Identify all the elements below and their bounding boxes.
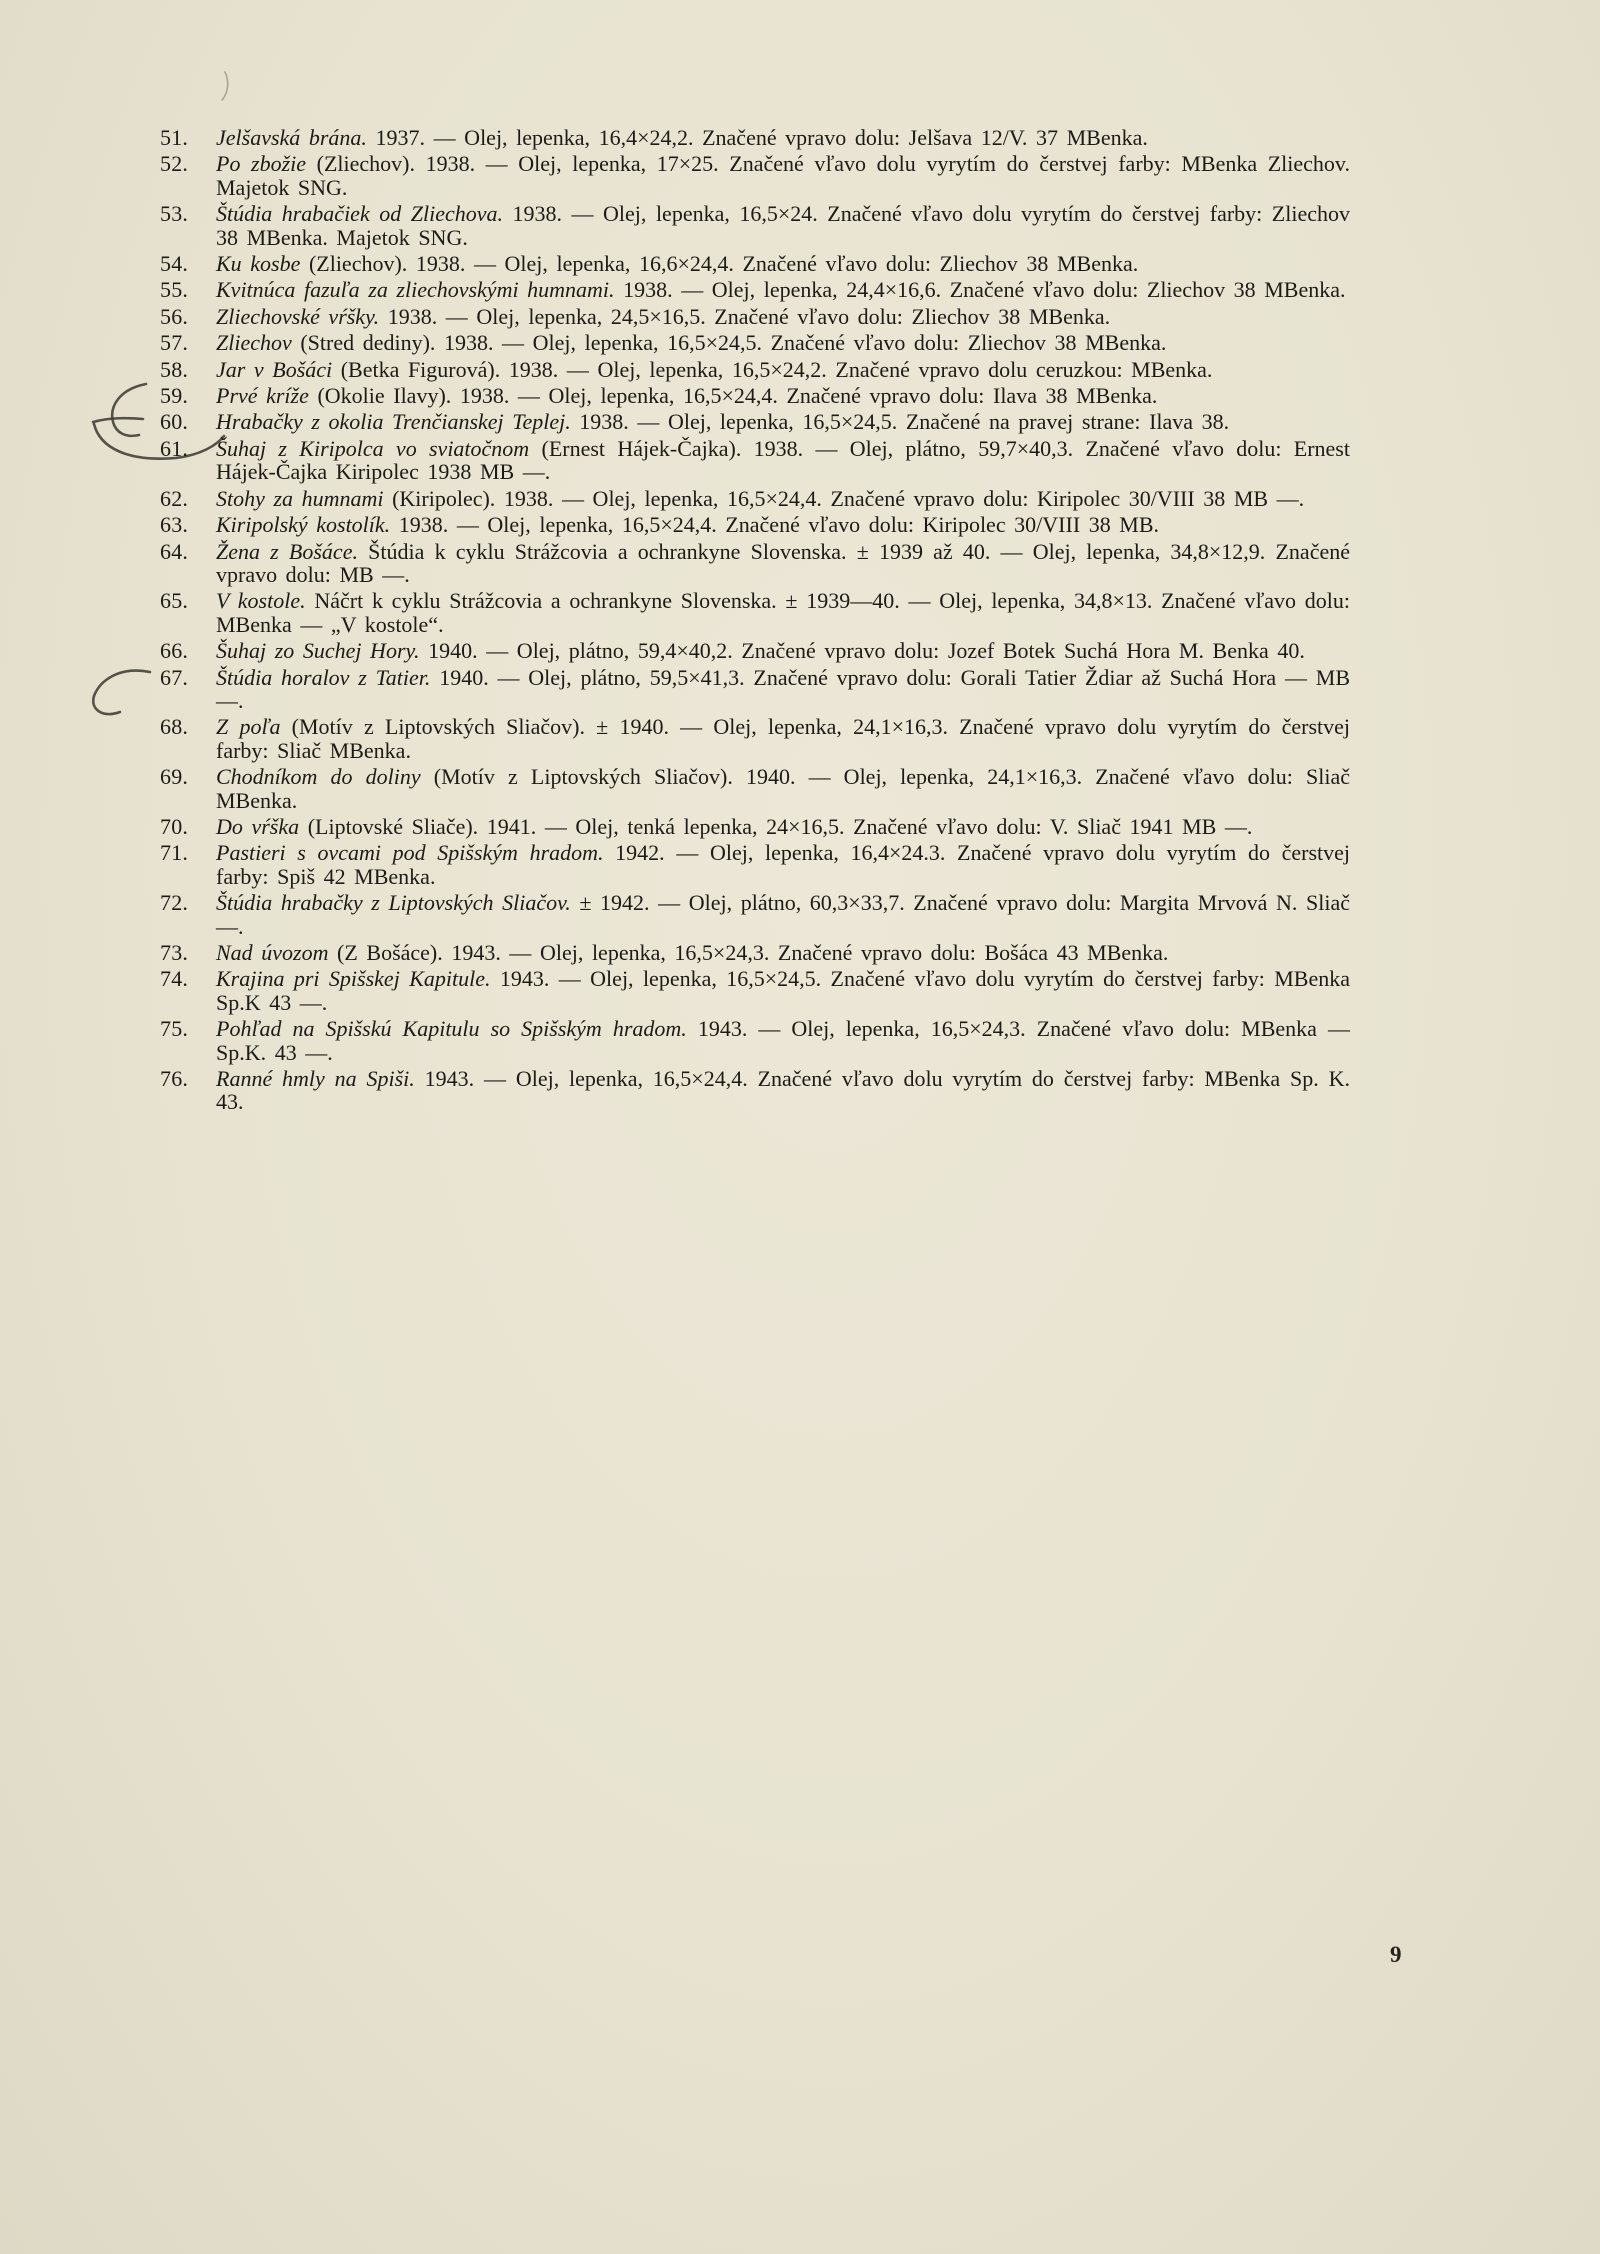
entry-number: 68. [160, 714, 189, 740]
catalog-entry [160, 1067, 1350, 1114]
catalog-entry [160, 202, 1350, 249]
entry-title: V kostole. [216, 588, 306, 614]
entry-number: 67. [160, 664, 189, 690]
entry-title: Jelšavská brána. [216, 125, 367, 150]
entry-details: (Okolie Ilavy). 1938. — Olej, lepenka, 16,5×24,4. Značené vpravo dolu: Ilava 38 MBenka. [308, 383, 1158, 409]
entry-details: 1938. — Olej, lepenka, 24,5×16,5. Značené vľavo dolu: Zliechov 38 MBenka. [379, 303, 1111, 329]
entry-title: Zliechov [216, 330, 292, 356]
catalog-entry [160, 437, 1350, 484]
catalog-entry [160, 331, 1350, 354]
catalog-entry [160, 941, 1350, 964]
entry-number: 52. [160, 151, 189, 177]
entry-title: Jar v Bošáci [216, 356, 333, 382]
entry-details: 1943. — Olej, lepenka, 16,5×24,3. Značené vľavo dolu: MBenka — Sp.K. 43 —. [216, 1016, 1350, 1065]
entry-details: 1938. — Olej, lepenka, 16,5×24,5. Značené na pravej strane: Ilava 38. [570, 409, 1230, 435]
entry-details: 1940. — Olej, plátno, 59,4×40,2. Značené vpravo dolu: Jozef Botek Suchá Hora M. Benka 40. [419, 638, 1305, 664]
entry-number: 61. [160, 435, 189, 461]
entry-details: (Betka Figurová). 1938. — Olej, lepenka, 16,5×24,2. Značené vpravo dolu ceruzkou: MBenka. [332, 356, 1213, 382]
entry-title: Ku kosbe [216, 251, 301, 277]
entry-number: 56. [160, 303, 189, 329]
entry-number: 53. [160, 201, 189, 227]
entry-number: 72. [160, 890, 189, 916]
catalog-entry [160, 589, 1350, 636]
entry-title: Pastieri s ovcami pod Spišským hradom. [216, 840, 604, 866]
page-number: 9 [1390, 1942, 1402, 1967]
entry-details: (Zliechov). 1938. — Olej, lepenka, 16,6×24,4. Značené vľavo dolu: Zliechov 38 MBenka. [300, 251, 1139, 277]
catalog-entry [160, 666, 1350, 713]
entry-details: (Ernest Hájek-Čajka). 1938. — Olej, plátno, 59,7×40,3. Značené vľavo dolu: Ernest Hájek-Čajka Kiripolec 1938 MB —. [216, 435, 1350, 485]
entry-details: 1938. — Olej, lepenka, 16,5×24. Značené vľavo dolu vyrytím do čerstvej farby: Zliechov 38 MBenka. Majetok SNG. [216, 201, 1350, 250]
catalog-entry [160, 410, 1350, 433]
entry-title: Šuhaj zo Suchej Hory. [216, 638, 420, 664]
entry-details: 1937. — Olej, lepenka, 16,4×24,2. Značené vpravo dolu: Jelšava 12/V. 37 MBenka. [366, 125, 1148, 150]
entry-title: Ranné hmly na Spiši. [216, 1066, 415, 1092]
entry-number: 63. [160, 512, 189, 538]
catalog-entry [160, 305, 1350, 328]
entry-title: Kvitnúca fazuľa za zliechovskými humnami. [216, 277, 615, 303]
entry-number: 70. [160, 813, 189, 839]
catalog-entry [160, 891, 1350, 938]
entry-details: (Kiripolec). 1938. — Olej, lepenka, 16,5×24,4. Značené vpravo dolu: Kiripolec 30/VIII 38 MB —. [383, 485, 1305, 511]
entry-title: Šuhaj z Kiripolca vo sviatočnom [216, 435, 530, 461]
entry-title: Stohy za humnami [216, 485, 384, 511]
entry-title: Do vŕška [216, 813, 300, 839]
catalog-entry [160, 152, 1350, 199]
entry-number: 66. [160, 638, 189, 664]
catalog-entry [160, 815, 1350, 838]
entry-details: (Motív z Liptovských Sliačov). 1940. — Olej, lepenka, 24,1×16,3. Značené vľavo dolu: Sliač MBenka. [216, 764, 1350, 813]
entry-number: 76. [160, 1066, 189, 1092]
handwritten-pen-mark [88, 378, 160, 444]
entry-title: Z poľa [216, 714, 281, 740]
entry-number: 74. [160, 966, 189, 992]
entry-title: Prvé kríže [216, 383, 309, 409]
catalog-entry [160, 358, 1350, 381]
entry-details: 1940. — Olej, plátno, 59,5×41,3. Značené vpravo dolu: Gorali Tatier Ždiar až Suchá Hora — MB —. [216, 664, 1351, 713]
entry-title: Hrabačky z okolia Trenčianskej Teplej. [216, 409, 571, 435]
entry-title: Nad úvozom [216, 940, 329, 965]
entry-number: 62. [160, 485, 189, 511]
entry-title: Štúdia hrabačky z Liptovských Sliačov. [216, 890, 571, 916]
entry-details: 1942. — Olej, lepenka, 16,4×24.3. Značené vpravo dolu vyrytím do čerstvej farby: Spiš 42 MBenka. [216, 840, 1350, 889]
catalog-entry [160, 639, 1350, 662]
catalog-entry [160, 540, 1350, 587]
entry-title: Pohľad na Spišskú Kapitulu so Spišským hradom. [216, 1016, 687, 1042]
entry-number: 51. [160, 125, 189, 150]
entry-title: Kiripolský kostolík. [216, 512, 391, 538]
entry-number: 71. [160, 840, 189, 866]
entry-number: 57. [160, 330, 189, 356]
entry-details: 1938. — Olej, lepenka, 16,5×24,4. Značené vľavo dolu: Kiripolec 30/VIII 38 MB. [390, 512, 1160, 538]
entry-details: (Z Bošáce). 1943. — Olej, lepenka, 16,5×24,3. Značené vpravo dolu: Bošáca 43 MBenka. [328, 940, 1169, 965]
handwritten-pen-mark [84, 664, 164, 722]
entry-details: (Zliechov). 1938. — Olej, lepenka, 17×25. Značené vľavo dolu vyrytím do čerstvej farby: MBenka Zliechov. Majetok SNG. [216, 151, 1350, 200]
entry-details: ± 1942. — Olej, plátno, 60,3×33,7. Značené vpravo dolu: Margita Mrvová N. Sliač —. [216, 890, 1350, 939]
entry-title: Štúdia horalov z Tatier. [216, 664, 431, 690]
entry-title: Krajina pri Spišskej Kapitule. [216, 966, 491, 992]
catalog-entry [160, 967, 1350, 1014]
entry-number: 73. [160, 940, 189, 965]
entry-title: Po zbožie [216, 151, 307, 177]
entry-details: (Liptovské Sliače). 1941. — Olej, tenká lepenka, 24×16,5. Značené vľavo dolu: V. Sliač 1941 MB —. [299, 813, 1253, 839]
catalog-entry [160, 252, 1350, 275]
entry-details: 1943. — Olej, lepenka, 16,5×24,4. Značené vľavo dolu vyrytím do čerstvej farby: MBenka Sp. K. 43. [216, 1066, 1350, 1115]
entry-details: Náčrt k cyklu Strážcovia a ochrankyne Slovenska. ± 1939—40. — Olej, lepenka, 34,8×13. Značené vľavo dolu: MBenka — „V kostole“. [216, 588, 1351, 637]
entry-details: (Motív z Liptovských Sliačov). ± 1940. — Olej, lepenka, 24,1×16,3. Značené vpravo dolu vyrytím do čerstvej farby: Sliač MBenka. [216, 714, 1350, 763]
entry-details: 1943. — Olej, lepenka, 16,5×24,5. Značené vľavo dolu vyrytím do čerstvej farby: MBenka Sp.K 43 —. [216, 966, 1351, 1015]
entry-number: 64. [160, 538, 189, 564]
catalog-entry [160, 278, 1350, 301]
catalog-entry [160, 765, 1350, 812]
entry-title: Zliechovské vŕšky. [216, 303, 380, 329]
entry-number: 59. [160, 383, 189, 409]
entry-number: 65. [160, 588, 189, 614]
entry-number: 75. [160, 1016, 189, 1042]
entry-title: Žena z Bošáce. [216, 538, 358, 564]
entry-details: (Stred dediny). 1938. — Olej, lepenka, 16,5×24,5. Značené vľavo dolu: Zliechov 38 MBenka. [291, 330, 1167, 356]
entry-number: 69. [160, 764, 189, 790]
catalog-entry [160, 1017, 1350, 1064]
entry-details: 1938. — Olej, lepenka, 24,4×16,6. Značené vľavo dolu: Zliechov 38 MBenka. [614, 277, 1346, 303]
catalog-entry [160, 487, 1350, 510]
catalog-entry [160, 384, 1350, 407]
entry-details: Štúdia k cyklu Strážcovia a ochrankyne Slovenska. ± 1939 až 40. — Olej, lepenka, 34,8×12,9. Značené vpravo dolu: MB —. [216, 538, 1350, 587]
entry-title: Chodníkom do doliny [216, 764, 421, 790]
catalog-entry [160, 126, 1350, 149]
entry-title: Štúdia hrabačiek od Zliechova. [216, 201, 503, 227]
catalog-entry [160, 513, 1350, 536]
entry-list [160, 126, 1350, 1117]
catalog-entry [160, 841, 1350, 888]
entry-number: 54. [160, 251, 189, 277]
entry-number: 60. [160, 409, 189, 435]
catalog-entry [160, 715, 1350, 762]
entry-number: 55. [160, 277, 189, 303]
stray-pen-mark-icon [218, 70, 234, 104]
entry-number: 58. [160, 356, 189, 382]
